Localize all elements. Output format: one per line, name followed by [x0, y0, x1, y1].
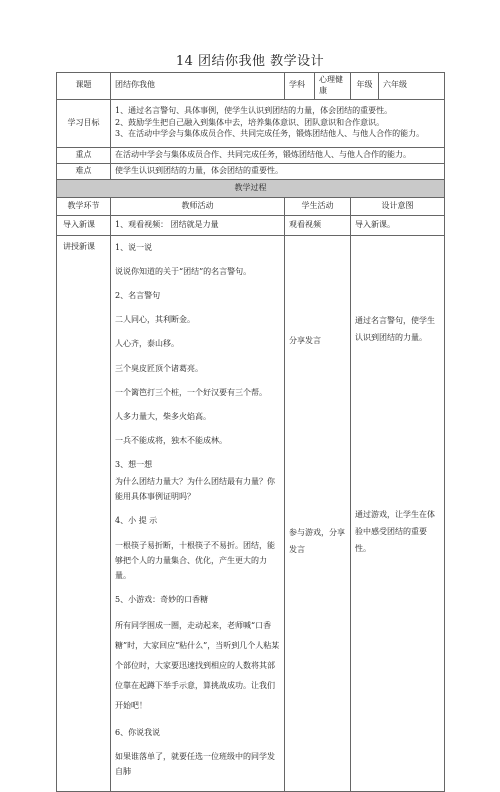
design-intent-1: 通过名言警句，使学生认识到团结的力量。	[355, 315, 435, 342]
step-text: 如果谁落单了，就要任选一位班级中的同学发自肺	[115, 752, 275, 777]
lesson-row	[57, 235, 445, 791]
student-activities	[285, 235, 351, 791]
key-point-label: 重点	[57, 147, 111, 163]
intro-stage: 导入新课	[57, 215, 111, 235]
lesson-stage: 讲授新课	[57, 235, 111, 791]
student-activity-1: 分享发言	[289, 335, 321, 345]
intro-intent: 导入新课。	[351, 215, 445, 235]
quote-text: 三个臭皮匠顶个诸葛亮。	[115, 363, 203, 373]
grade-value: 六年级	[379, 73, 445, 100]
intro-student: 观看视频	[285, 215, 351, 235]
design-intents	[351, 235, 445, 791]
step-text: 说说你知道的关于“团结”的名言警句。	[115, 266, 252, 276]
difficulty-row	[57, 163, 445, 179]
student-activity-2: 参与游戏，分享发言	[289, 528, 345, 555]
intro-teacher: 1、观看视频： 团结就是力量	[111, 215, 285, 235]
quote-text: 二人同心，其利断金。	[115, 315, 195, 325]
objectives-list	[111, 99, 445, 147]
page-title: 14 团结你我他 教学设计	[175, 54, 325, 69]
difficulty-text: 使学生认识到团结的力量，体会团结的重要性。	[111, 163, 445, 179]
subject-value: 心理健康	[315, 73, 351, 100]
intro-row	[57, 215, 445, 235]
grade-label: 年级	[351, 73, 379, 100]
subject-label: 学科	[285, 73, 315, 100]
key-point-row	[57, 147, 445, 163]
design-intent-2: 通过游戏，让学生在体验中感受团结的重要性。	[355, 509, 435, 553]
process-title: 教学过程	[57, 179, 445, 197]
step-heading: 3、想一想	[115, 460, 153, 470]
step-heading: 6、你说我说	[115, 728, 161, 738]
lesson-plan-table	[56, 72, 445, 792]
objective-item: 2、鼓励学生把自己融入到集体中去，培养集体意识、团队意识和合作意识。	[115, 117, 385, 127]
teacher-activities	[111, 235, 285, 791]
difficulty-label: 难点	[57, 163, 111, 179]
course-label: 课题	[57, 73, 111, 100]
column-header-stage: 教学环节	[57, 197, 111, 215]
column-header-teacher: 教师活动	[111, 197, 285, 215]
quote-text: 人多力量大，柴多火焰高。	[115, 411, 211, 421]
objective-item: 3、在活动中学会与集体成员合作、共同完成任务，锻炼团结他人、与他人合作的能力。	[115, 129, 425, 139]
objectives-row	[57, 99, 445, 147]
step-text: 一根筷子易折断，十根筷子不易折。团结，能够把个人的力量集合、优化，产生更大的力量。	[115, 540, 275, 580]
process-header-row	[57, 179, 445, 197]
step-heading: 1、说一说	[115, 242, 153, 252]
quote-text: 一个篱笆打三个桩，一个好汉要有三个帮。	[115, 387, 267, 397]
step-heading: 2、名言警句	[115, 290, 161, 300]
step-text: 为什么团结力量大？为什么团结最有力量？你能用具体事例证明吗？	[115, 477, 275, 502]
column-header-row	[57, 197, 445, 215]
objective-item: 1、通过名言警句、具体事例，使学生认识到团结的力量，体会团结的重要性。	[115, 105, 393, 115]
column-header-intent: 设计意图	[351, 197, 445, 215]
step-heading: 4、小 提 示	[115, 516, 158, 526]
key-point-text: 在活动中学会与集体成员合作、共同完成任务，锻炼团结他人、与他人合作的能力。	[111, 147, 445, 163]
quote-text: 一兵不能成将，独木不能成林。	[115, 436, 227, 446]
step-heading: 5、小游戏：奇妙的口香糖	[115, 594, 209, 604]
step-text: 所有同学围成一圈，走动起来，老师喊“口香糖”时，大家回应“粘什么”，当听到几个人粘某个部位时，大家要迅速找到相应的人数将其部位靠在起蹲下举手示意，算挑战成功。让我们开始吧！	[115, 621, 280, 711]
quote-text: 人心齐，泰山移。	[115, 339, 179, 349]
objectives-label: 学习目标	[57, 99, 111, 147]
course-value: 团结你我他	[111, 73, 285, 100]
info-row	[57, 73, 445, 100]
column-header-student: 学生活动	[285, 197, 351, 215]
